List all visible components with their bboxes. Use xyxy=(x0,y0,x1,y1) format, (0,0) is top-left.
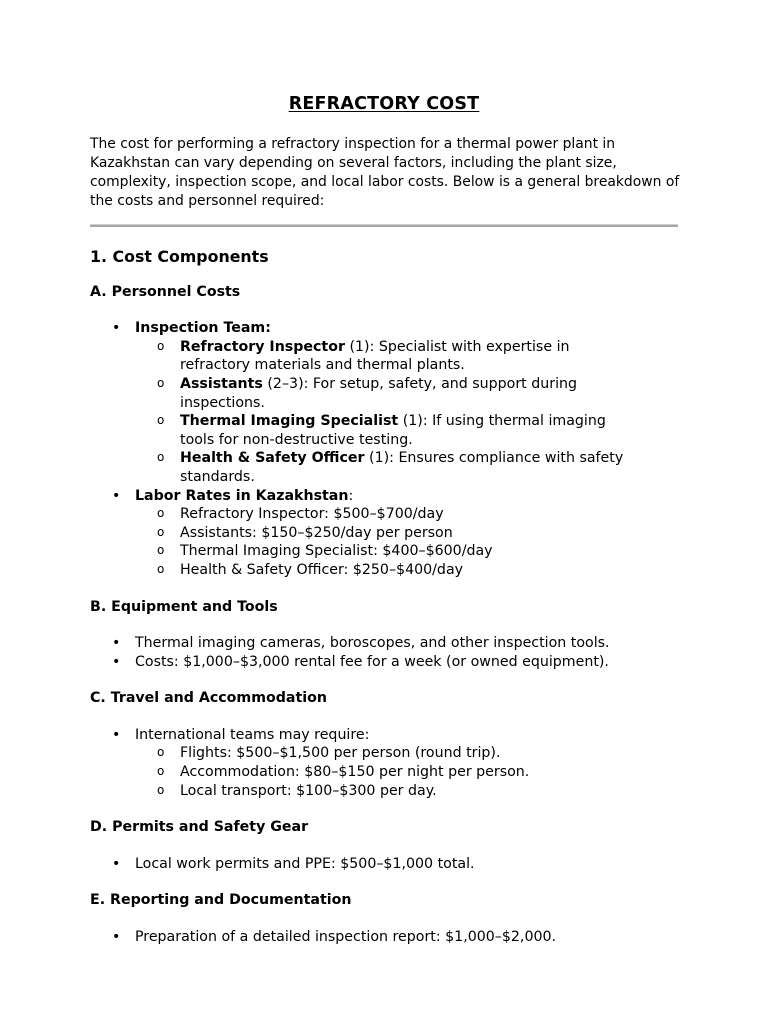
role-description: : Ensures compliance with safety standards. xyxy=(180,450,624,485)
list-item-inspection-team xyxy=(90,319,710,486)
role-name: Refractory Inspector xyxy=(180,338,345,355)
role-name: Assistants xyxy=(180,375,263,392)
list-item: o Thermal Imaging Specialist: $400–$600/day xyxy=(135,542,635,561)
list-item: o Assistants: $150–$250/day per person xyxy=(135,524,635,543)
section-heading-cost-components: 1. Cost Components xyxy=(90,247,269,266)
team-members-list xyxy=(135,338,710,487)
list-item: • Local work permits and PPE: $500–$1,000 total. xyxy=(90,855,710,874)
list-item xyxy=(135,449,635,486)
role-description: : If using thermal imaging tools for non-destructive testing. xyxy=(180,413,606,448)
labor-rates-colon: : xyxy=(348,487,354,504)
list-item xyxy=(135,375,635,412)
list-item-travel xyxy=(90,726,710,800)
subsection-heading-equipment: B. Equipment and Tools xyxy=(90,598,278,615)
intro-paragraph: The cost for performing a refractory inspection for a thermal power plant in Kazakhstan can vary depending on several factors, including the plant size, complexity, inspection scope, and local labor costs. Below is a general breakdown of the costs and personnel required: xyxy=(90,136,680,209)
list-item: • Thermal imaging cameras, boroscopes, and other inspection tools. xyxy=(90,634,710,653)
role-count: (1) xyxy=(344,338,370,355)
list-item xyxy=(135,338,635,375)
role-name: Thermal Imaging Specialist xyxy=(180,413,399,430)
role-count: (1) xyxy=(364,450,390,467)
inspection-team-label: Inspection Team: xyxy=(135,320,271,337)
list-item-labor-rates xyxy=(90,487,710,580)
role-description: : For setup, safety, and support during inspections. xyxy=(180,375,578,411)
role-description: : Specialist with expertise in refractory materials and thermal plants. xyxy=(180,338,570,374)
list-item: o Flights: $500–$1,500 per person (round trip). xyxy=(135,744,635,763)
list-item: o Accommodation: $80–$150 per night per person. xyxy=(135,763,635,782)
permits-list xyxy=(90,855,710,874)
role-count: (1) xyxy=(398,413,423,430)
personnel-list xyxy=(90,319,710,579)
travel-list xyxy=(90,726,710,800)
horizontal-divider xyxy=(90,224,678,227)
subsection-heading-personnel: A. Personnel Costs xyxy=(90,283,241,300)
list-item xyxy=(135,412,635,449)
subsection-heading-travel: C. Travel and Accommodation xyxy=(90,690,327,707)
list-item: o Refractory Inspector: $500–$700/day xyxy=(135,505,635,524)
main-content xyxy=(90,248,710,965)
role-name: Health & Safety Officer xyxy=(180,450,365,467)
subsection-heading-permits: D. Permits and Safety Gear xyxy=(90,819,309,836)
role-count: (2–3) xyxy=(262,375,304,392)
subsection-heading-reporting: E. Reporting and Documentation xyxy=(90,892,352,909)
list-item: • Preparation of a detailed inspection report: $1,000–$2,000. xyxy=(90,928,710,947)
list-item: • Costs: $1,000–$3,000 rental fee for a week (or owned equipment). xyxy=(90,653,710,672)
reporting-list xyxy=(90,928,710,947)
page-title: REFRACTORY COST xyxy=(288,94,480,114)
list-item: o Health & Safety Officer: $250–$400/day xyxy=(135,561,635,580)
travel-items-list xyxy=(135,744,710,800)
equipment-list xyxy=(90,634,710,671)
travel-intro: International teams may require: xyxy=(135,726,370,743)
list-item: o Local transport: $100–$300 per day. xyxy=(135,782,635,801)
labor-rates-label: Labor Rates in Kazakhstan xyxy=(135,487,349,504)
labor-rates-list xyxy=(135,505,710,579)
